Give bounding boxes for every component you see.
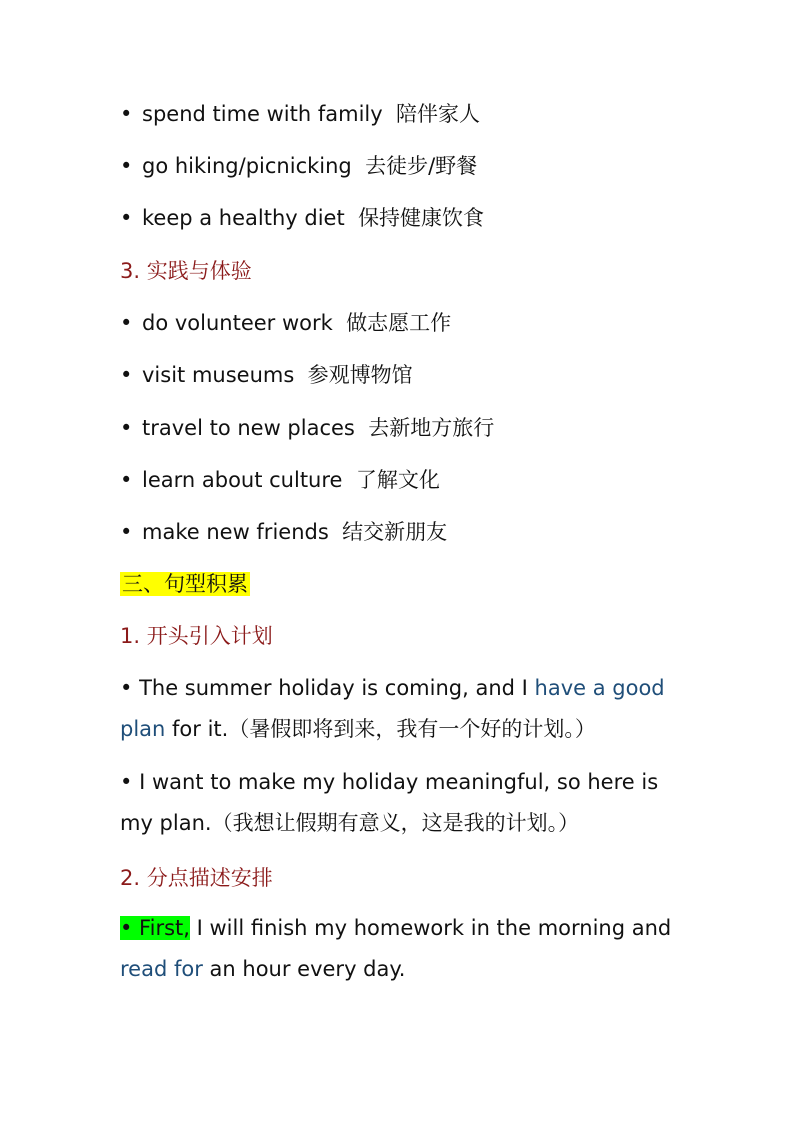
subheading-describe-arrangement: 2. 分点描述安排 [120,866,273,890]
vocab-zh: 结交新朋友 [342,520,448,544]
bullet: • [120,770,133,794]
bullet: • [120,311,133,335]
list-item [120,204,484,232]
key-phrase: read for [120,957,203,981]
vocab-zh: 做志愿工作 [346,311,452,335]
bullet: • [120,206,133,230]
vocab-en: travel to new places [142,416,355,440]
vocab-en: learn about culture [142,468,343,492]
vocab-zh: 去徒步/野餐 [365,154,478,178]
bullet: • [120,468,133,492]
subheading-intro-plan: 1. 开头引入计划 [120,624,273,648]
bullet: • [120,676,133,700]
vocab-zh: 保持健康饮食 [358,206,485,230]
bullet: • [120,363,133,387]
bullet: • [120,520,133,544]
vocab-en: do volunteer work [142,311,333,335]
sentence-paragraph [120,668,680,750]
bullet: • [120,102,133,126]
sentence-text: I want to make my holiday meaningful, so here is my plan. [120,770,659,835]
vocab-zh: 参观博物馆 [307,363,413,387]
subheading-practice: 3. 实践与体验 [120,259,252,283]
vocab-en: go hiking/picnicking [142,154,352,178]
sentence-text: an hour every day. [209,957,406,981]
section-title-wrapper [120,570,250,598]
vocab-en: visit museums [142,363,295,387]
vocab-en: make new friends [142,520,329,544]
highlighted-connector: • First, [120,916,190,940]
sentence-text: for it. [172,717,229,741]
sentence-text: The summer holiday is coming, and I [139,676,528,700]
section-title: 三、句型积累 [122,572,248,596]
list-item [120,309,451,337]
list-item [120,414,494,442]
key-phrase: have a good plan [120,676,665,741]
vocab-zh: 陪伴家人 [396,102,481,126]
list-item [120,518,447,546]
vocab-en: spend time with family [142,102,383,126]
vocab-zh: 去新地方旅行 [368,416,495,440]
sentence-paragraph [120,762,680,844]
list-item [120,100,480,128]
sentence-paragraph [120,908,680,990]
list-item [120,152,477,180]
bullet: • [120,154,133,178]
vocab-en: keep a healthy diet [142,206,345,230]
bullet: • [120,416,133,440]
sentence-translation: （我想让假期有意义，这是我的计划。） [211,811,580,835]
vocab-zh: 了解文化 [355,468,440,492]
sentence-text: I will finish my homework in the morning and [196,916,672,940]
sentence-translation: （暑假即将到来，我有一个好的计划。） [228,717,596,741]
list-item [120,361,413,389]
list-item [120,466,440,494]
